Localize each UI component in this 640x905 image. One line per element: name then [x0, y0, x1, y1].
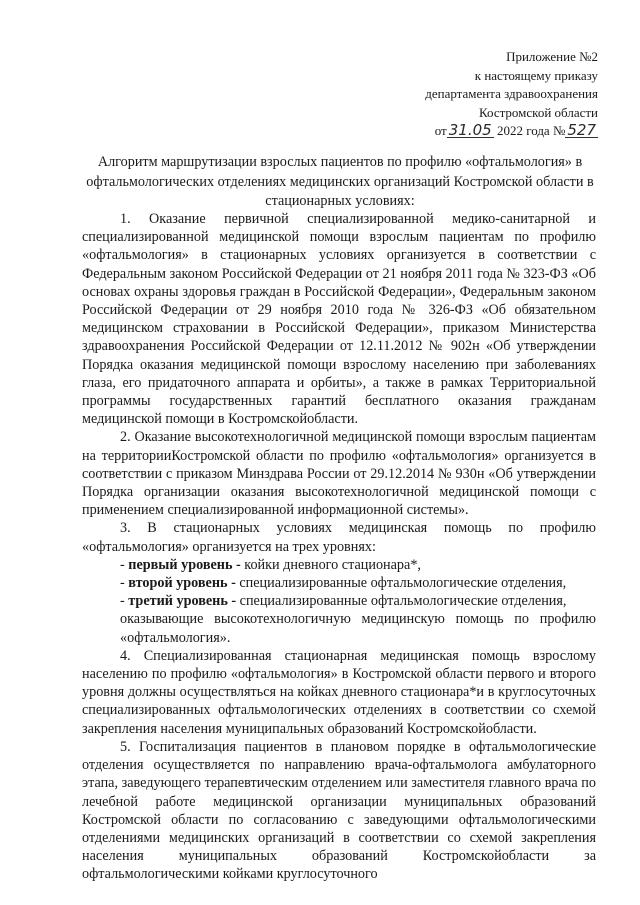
- level-1-text: койки дневного стационара*,: [240, 556, 421, 573]
- level-1-label: первый уровень -: [128, 556, 241, 573]
- date-suffix: 2022 года №: [496, 123, 566, 138]
- appendix-line-3: департамента здравоохранения: [425, 86, 598, 101]
- handwritten-date: 31.05: [448, 121, 492, 139]
- level-3-item: - третий уровень - специализированные офтальмологические отделения,: [120, 593, 567, 610]
- document-body: [82, 210, 596, 884]
- paragraph-1: 1. Оказание первичной специализированной медико-санитарной и специализированной медицинской помощи взрослым пациентам по профилю «офтальмология» в стационарных условиях организуется в соответствии с Федеральным законом Российской Федерации от 21 ноября 2011 года № 323-ФЗ «Об основах охраны здоровья граждан в Российской Федерации», Федеральным законом Российской Федерации от 29 ноября 2010 года № 326-ФЗ «Об обязательном медицинском страховании в Российской Федерации», приказом Министерства здравоохранения Российской Федерации от 12.11.2012 № 902н «Об утверждении Порядка оказания медицинской помощи взрослому населению при заболеваниях глаза, его придаточного аппарата и орбиты», а также в рамках Территориальной программы государственных гарантий бесплатного оказания гражданам медицинской помощи в Костромскойобласти.: [82, 211, 596, 428]
- appendix-line-4: Костромской области: [478, 104, 598, 120]
- appendix-date-line: [425, 122, 598, 141]
- appendix-line-2: к настоящему приказу: [474, 67, 598, 83]
- level-3-text: специализированные офтальмологические отделения,: [236, 593, 567, 610]
- document-title: Алгоритм маршрутизации взрослых пациентов по профилю «офтальмология» в офтальмологических отделениях медицинских организаций Костромской области в стационарных условиях:: [86, 154, 594, 209]
- paragraph-4: 4. Специализированная стационарная медицинская помощь взрослому населению по профилю «офтальмология» в Костромской области первого и второго уровня должны осуществляться на койках дневного стационара*и в круглосуточных специализированных офтальмологических отделениях в соответствии со схемой закрепления населения муниципальных образований Костромскойобласти.: [82, 647, 596, 737]
- level-1-item: - первый уровень - койки дневного стационара*,: [120, 556, 421, 573]
- level-3-label: третий уровень -: [128, 593, 237, 610]
- handwritten-number: 527: [567, 121, 596, 139]
- paragraph-2: 2. Оказание высокотехнологичной медицинской помощи взрослым пациентам на территорииКостромской области по профилю «офтальмология» организуется в соответствии с приказом Минздрава России от 29.12.2014 № 930н «Об утверждении Порядка организации оказания высокотехнологичной медицинской помощи с применением специализированной информационной системы».: [82, 429, 596, 519]
- level-2-label: второй уровень -: [128, 575, 236, 592]
- paragraph-5: 5. Госпитализация пациентов в плановом порядке в офтальмологические отделения осуществляется по направлению врача-офтальмолога амбулаторного этапа, заведующего терапевтическим отделением или заместителя главного врача по лечебной работе медицинской организации муниципальных образований Костромской области по согласованию с заведующими офтальмологическими отделениями медицинских организаций в соответствии со схемой закрепления населения муниципальных образований Костромскойобласти за офтальмологическими койками круглосуточного: [82, 738, 596, 883]
- paragraph-3: 3. В стационарных условиях медицинская помощь по профилю «офтальмология» организуется на трех уровнях:: [82, 520, 596, 555]
- date-prefix: от: [434, 123, 447, 138]
- level-2-item: - второй уровень - специализированные офтальмологические отделения,: [120, 575, 567, 592]
- appendix-line-1: Приложение №2: [506, 49, 598, 64]
- level-3-continuation: оказывающие высокотехнологичную медицинскую помощь по профилю «офтальмология».: [120, 611, 596, 646]
- level-2-text: специализированные офтальмологические отделения,: [235, 575, 567, 592]
- appendix-header: [425, 48, 598, 141]
